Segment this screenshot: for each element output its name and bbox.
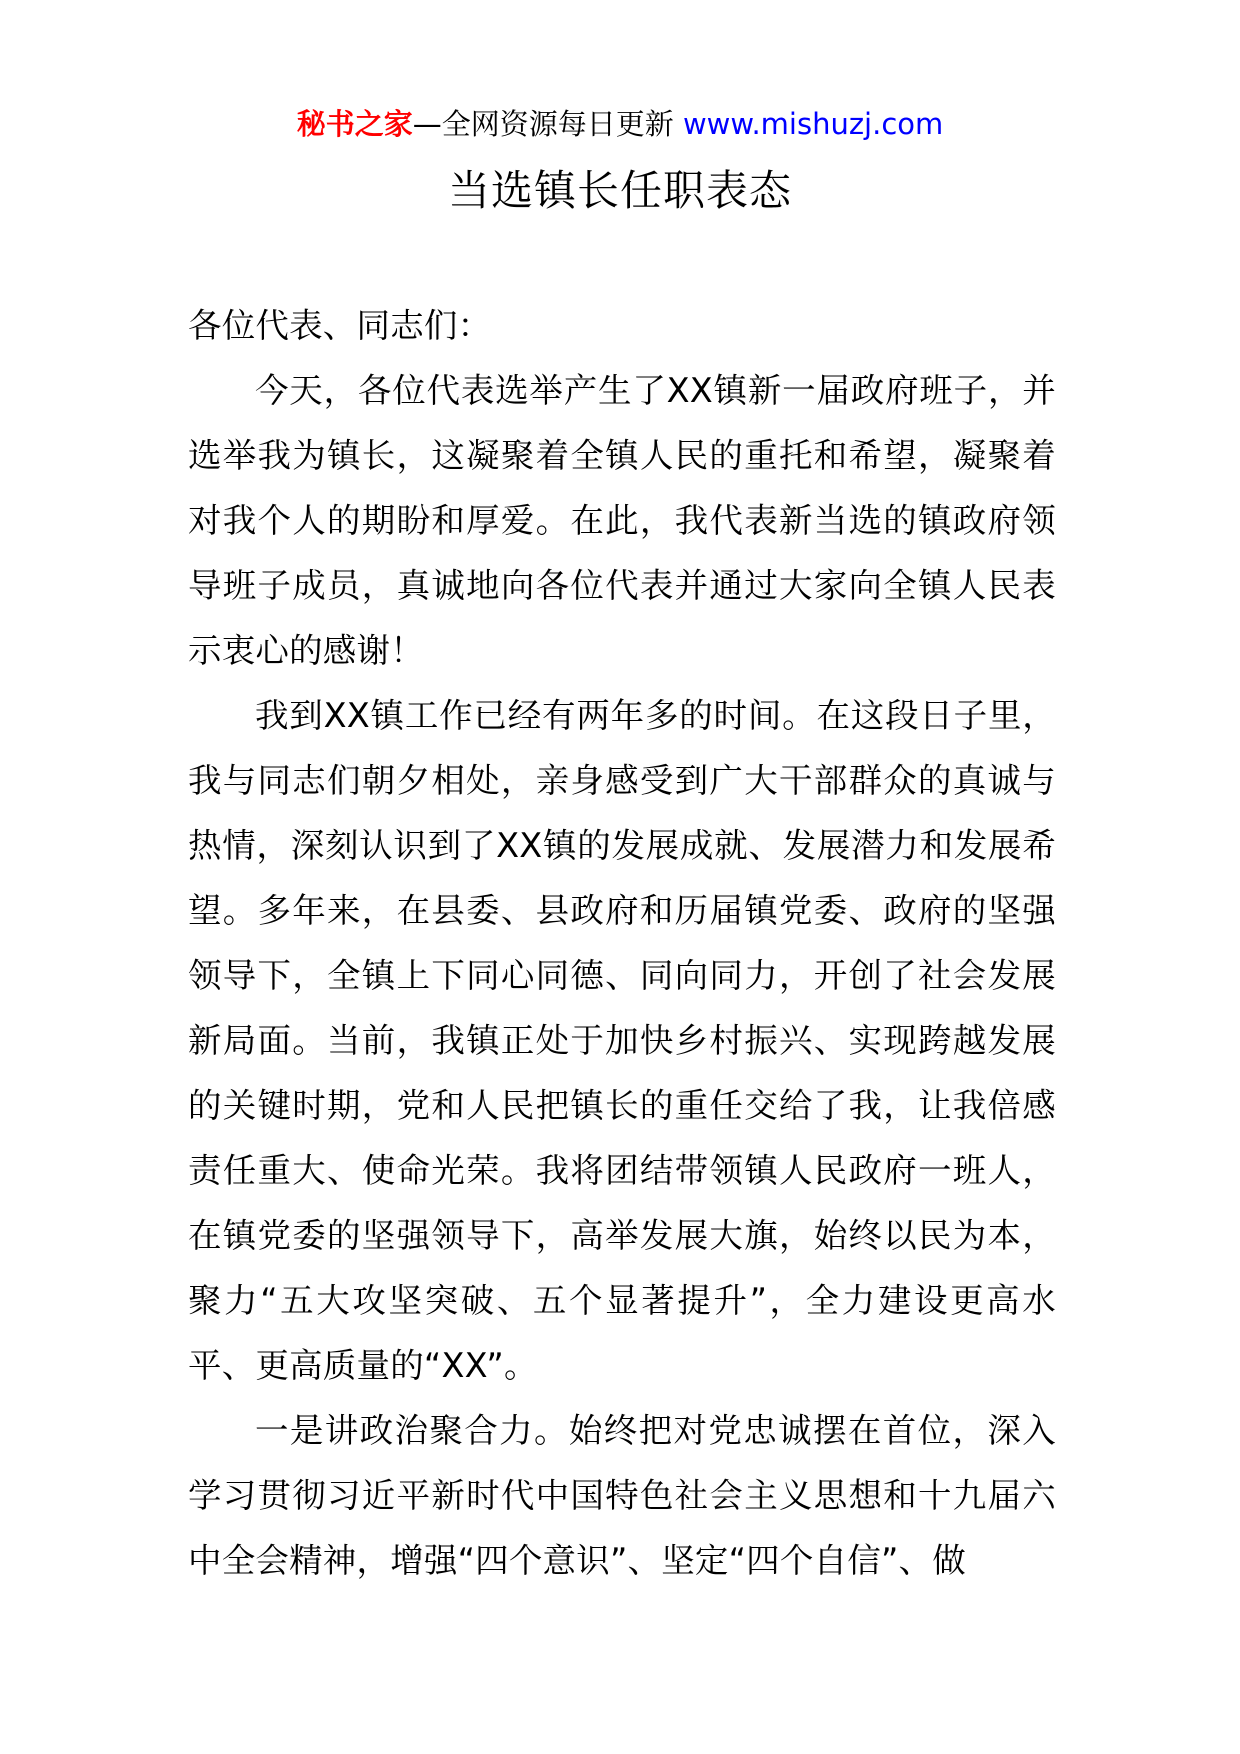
document-body [188, 293, 1056, 1593]
header-tagline: —全网资源每日更新 [412, 107, 674, 141]
brand-name: 秘书之家 [296, 107, 413, 141]
paragraph-2: 我到XX镇工作已经有两年多的时间。在这段日子里，我与同志们朝夕相处，亲身感受到广大干部群众的真诚与热情，深刻认识到了XX镇的发展成就、发展潜力和发展希望。多年来，在县委、县政府和历届镇党委、政府的坚强领导下，全镇上下同心同德、同向同力，开创了社会发展新局面。当前，我镇正处于加快乡村振兴、实现跨越发展的关键时期，党和人民把镇长的重任交给了我，让我倍感责任重大、使命光荣。我将团结带领镇人民政府一班人，在镇党委的坚强领导下，高举发展大旗，始终以民为本，聚力“五大攻坚突破、五个显著提升”，全力建设更高水平、更高质量的“XX”。 [188, 696, 1056, 1385]
paragraph-1: 今天，各位代表选举产生了XX镇新一届政府班子，并选举我为镇长，这凝聚着全镇人民的重托和希望，凝聚着对我个人的期盼和厚爱。在此，我代表新当选的镇政府领导班子成员，真诚地向各位代表并通过大家向全镇人民表示衷心的感谢！ [188, 371, 1056, 670]
salutation: 各位代表、同志们： [188, 306, 492, 345]
site-url-link[interactable]: www.mishuzj.com [682, 107, 944, 141]
document-title: 当选镇长任职表态 [447, 166, 792, 215]
paragraph-3: 一是讲政治聚合力。始终把对党忠诚摆在首位，深入学习贯彻习近平新时代中国特色社会主义思想和十九届六中全会精神，增强“四个意识”、坚定“四个自信”、做 [188, 1411, 1056, 1580]
site-header [0, 102, 1240, 146]
